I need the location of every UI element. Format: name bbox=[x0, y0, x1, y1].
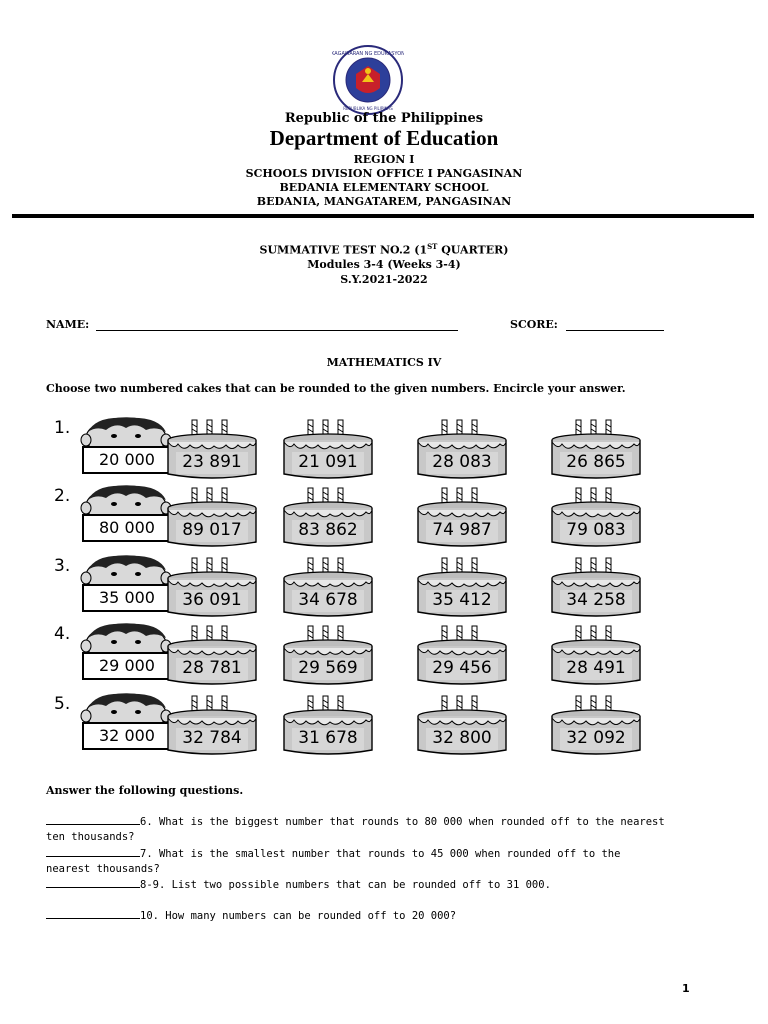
cake-option[interactable] bbox=[546, 418, 646, 480]
cake-number: 34 258 bbox=[566, 590, 626, 610]
cake-number: 29 569 bbox=[298, 658, 358, 678]
subject-heading: MATHEMATICS IV bbox=[326, 356, 442, 369]
cake-number: 36 091 bbox=[182, 590, 242, 610]
cake-number: 28 781 bbox=[182, 658, 242, 678]
cake-number: 32 092 bbox=[566, 728, 626, 748]
question-6: 6. What is the biggest number that rounds to 80 000 when rounded off to the nearest ten thousands? bbox=[46, 813, 726, 845]
cake-option[interactable] bbox=[162, 694, 262, 756]
seal-bottom-text: REPUBLIKA NG PILIPINAS bbox=[343, 106, 393, 111]
cake-number: 35 412 bbox=[432, 590, 492, 610]
name-field[interactable] bbox=[96, 330, 458, 331]
score-field[interactable] bbox=[566, 330, 664, 331]
item-number: 1. bbox=[54, 418, 71, 438]
cake-number: 34 678 bbox=[298, 590, 358, 610]
target-number: 80 000 bbox=[82, 514, 172, 542]
item-number: 3. bbox=[54, 556, 71, 576]
department-title: Department of Education bbox=[269, 126, 499, 150]
cake-option[interactable] bbox=[546, 556, 646, 618]
question-row bbox=[48, 624, 708, 686]
cake-option[interactable] bbox=[278, 694, 378, 756]
question-row bbox=[48, 556, 708, 618]
question-row bbox=[48, 694, 708, 756]
cake-option[interactable] bbox=[278, 486, 378, 548]
answer-blank[interactable] bbox=[46, 907, 140, 919]
cake-number: 21 091 bbox=[298, 452, 358, 472]
cake-number: 31 678 bbox=[298, 728, 358, 748]
republic-line: Republic of the Philippines bbox=[284, 111, 484, 126]
target-number: 32 000 bbox=[82, 722, 172, 750]
header-divider bbox=[12, 214, 754, 218]
cake-option[interactable] bbox=[546, 624, 646, 686]
cake-number: 28 083 bbox=[432, 452, 492, 472]
target-number: 29 000 bbox=[82, 652, 172, 680]
cake-number: 28 491 bbox=[566, 658, 626, 678]
cake-number: 29 456 bbox=[432, 658, 492, 678]
deped-seal bbox=[332, 44, 404, 116]
directions: Choose two numbered cakes that can be rounded to the given numbers. Encircle your answer. bbox=[46, 382, 626, 395]
modules-line: Modules 3-4 (Weeks 3-4) bbox=[307, 258, 461, 271]
name-label: NAME: bbox=[46, 318, 90, 331]
question-row bbox=[48, 418, 708, 480]
cake-option[interactable] bbox=[412, 694, 512, 756]
cake-option[interactable] bbox=[546, 694, 646, 756]
cake-option[interactable] bbox=[162, 418, 262, 480]
cake-number: 32 784 bbox=[182, 728, 242, 748]
target-number: 20 000 bbox=[82, 446, 172, 474]
question-row bbox=[48, 486, 708, 548]
answer-blank[interactable] bbox=[46, 876, 140, 888]
cake-number: 89 017 bbox=[182, 520, 242, 540]
region-line: REGION I bbox=[353, 153, 415, 166]
item-number: 2. bbox=[54, 486, 71, 506]
cake-number: 26 865 bbox=[566, 452, 626, 472]
cake-option[interactable] bbox=[278, 418, 378, 480]
question-7: 7. What is the smallest number that rounds to 45 000 when rounded off to the nearest thousands? bbox=[46, 845, 726, 877]
item-number: 5. bbox=[54, 694, 71, 714]
cake-number: 83 862 bbox=[298, 520, 358, 540]
target-number: 35 000 bbox=[82, 584, 172, 612]
cake-number: 32 800 bbox=[432, 728, 492, 748]
cake-number: 23 891 bbox=[182, 452, 242, 472]
answer-blank[interactable] bbox=[46, 845, 140, 857]
school-year-line: S.Y.2021-2022 bbox=[340, 273, 428, 286]
question-10: 10. How many numbers can be rounded off to 20 000? bbox=[46, 907, 726, 924]
school-line: BEDANIA ELEMENTARY SCHOOL bbox=[279, 181, 489, 194]
address-line: BEDANIA, MANGATAREM, PANGASINAN bbox=[256, 195, 512, 208]
test-title: SUMMATIVE TEST NO.2 (1ST QUARTER) bbox=[259, 242, 509, 257]
score-label: SCORE: bbox=[510, 318, 558, 331]
cake-option[interactable] bbox=[278, 624, 378, 686]
cake-option[interactable] bbox=[162, 556, 262, 618]
cake-option[interactable] bbox=[412, 418, 512, 480]
cake-option[interactable] bbox=[412, 624, 512, 686]
cake-option[interactable] bbox=[278, 556, 378, 618]
cake-option[interactable] bbox=[412, 486, 512, 548]
cake-option[interactable] bbox=[412, 556, 512, 618]
answer-blank[interactable] bbox=[46, 813, 140, 825]
item-number: 4. bbox=[54, 624, 71, 644]
page-number: 1 bbox=[682, 982, 690, 995]
seal-top-text: KAGAWARAN NG EDUKASYON bbox=[332, 51, 404, 57]
answer-heading: Answer the following questions. bbox=[46, 784, 244, 797]
cake-option[interactable] bbox=[546, 486, 646, 548]
cake-option[interactable] bbox=[162, 486, 262, 548]
cake-number: 79 083 bbox=[566, 520, 626, 540]
question-8-9: 8-9. List two possible numbers that can be rounded off to 31 000. bbox=[46, 876, 726, 893]
division-line: SCHOOLS DIVISION OFFICE I PANGASINAN bbox=[245, 167, 523, 180]
cake-option[interactable] bbox=[162, 624, 262, 686]
cake-number: 74 987 bbox=[432, 520, 492, 540]
